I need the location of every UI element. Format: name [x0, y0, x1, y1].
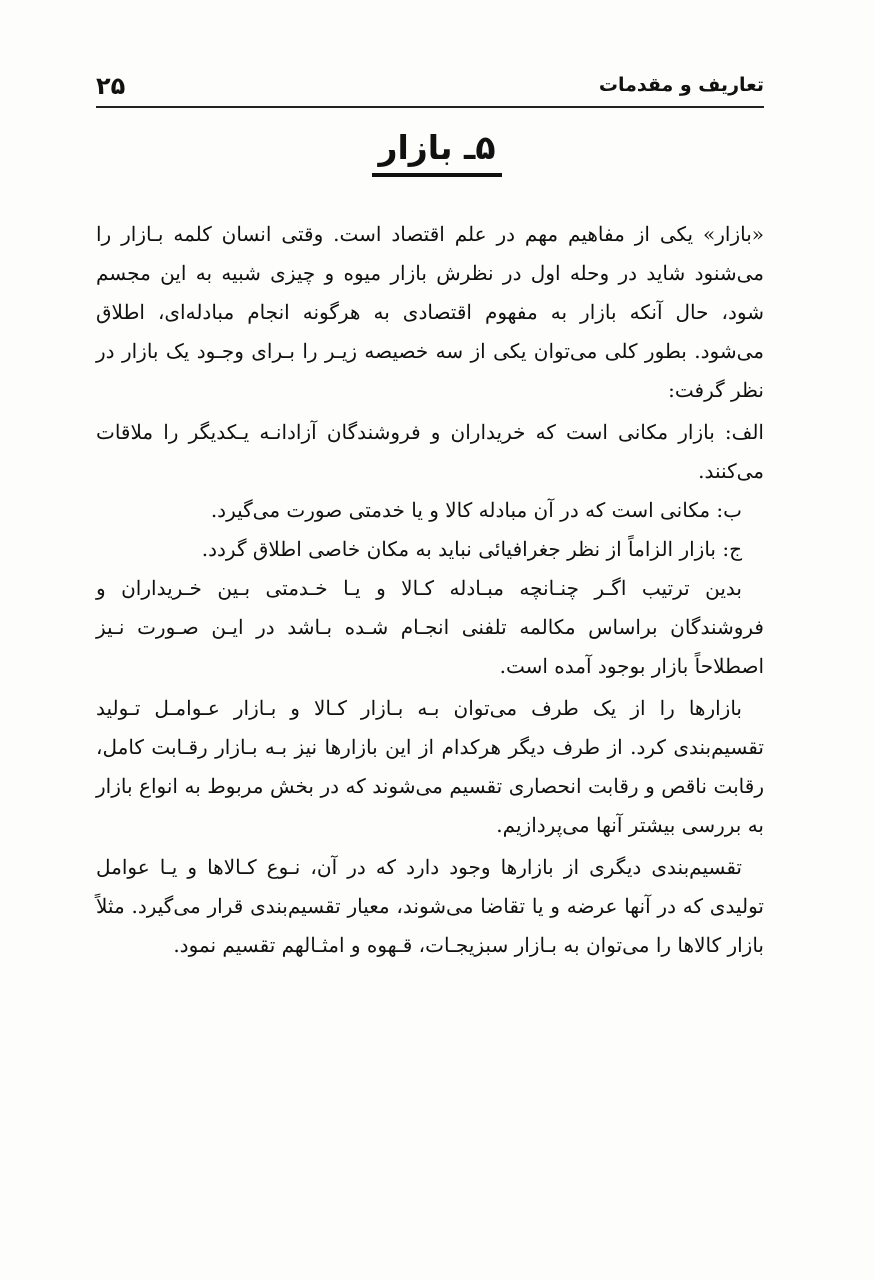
section-heading [0, 128, 874, 177]
paragraph-telephone: بدین ترتیب اگـر چنـانچه مبـادله کـالا و یـا خـدمتی بـین خـریداران و فروشندگان براساس مکالمه تلفنی انجـام شـده بـاشد در ایـن صـورت نـیز اصطلاحاً بازار بوجود آمده است. [96, 576, 764, 678]
body-text [96, 215, 764, 965]
list-item-jim: ج: بازار الزاماً از نظر جغرافیائی نباید به مکان خاصی اطلاق گردد. [201, 537, 742, 561]
paragraph-intro: «بازار» یکی از مفاهیم مهم در علم اقتصاد است. وقتی انسان کلمه بـازار را می‌شنود شاید در وحله اول در نظرش بازار میوه و چیزی شبیه به این مجسم شود، حال آنکه بازار به مفهوم اقتصادی به هرگونه انجام مبادله‌ای، اطلاق می‌شود. بطور کلی می‌توان یکی از سه خصیصه زیـر را بـرای وجـود یک بازار در نظر گرفت: [96, 222, 765, 402]
running-header-title: تعاریف و مقدمات [598, 74, 764, 96]
list-item-alef: الف: بازار مکانی است که خریداران و فروشندگان آزادانـه یـکدیگر را ملاقات می‌کنند. [96, 420, 764, 483]
running-header [96, 72, 764, 106]
page-number: ۲۵ [96, 72, 126, 100]
paragraph-classification: تقسیم‌بندی دیگری از بازارها وجود دارد که در آن، نـوع کـالاها و یـا عوامل تولیدی که در آنها عرضه و یا تقاضا می‌شوند، معیار تقسیم‌بندی قرار می‌گیرد. مثلاً بازار کالاها را می‌توان به بـازار سبزیجـات، قـهوه و امثـالهم تقسیم نمود. [96, 855, 764, 957]
list-item-be: ب: مکانی است که در آن مبادله کالا و یا خدمتی صورت می‌گیرد. [210, 498, 742, 522]
paragraph-market-types: بازارها را از یک طرف می‌توان بـه بـازار کـالا و بـازار عـوامـل تـولید تقسیم‌بندی کرد. از طرف دیگر هرکدام از این بازارها نیز بـه بـازار رقـابت کامل، رقابت ناقص و رقابت انحصاری تقسیم می‌شوند که در بخش مربوط به انواع بازار به بررسی بیشتر آنها می‌پردازیم. [96, 696, 764, 837]
header-divider [96, 106, 764, 108]
section-heading-text: ۵ـ بازار [372, 128, 501, 177]
